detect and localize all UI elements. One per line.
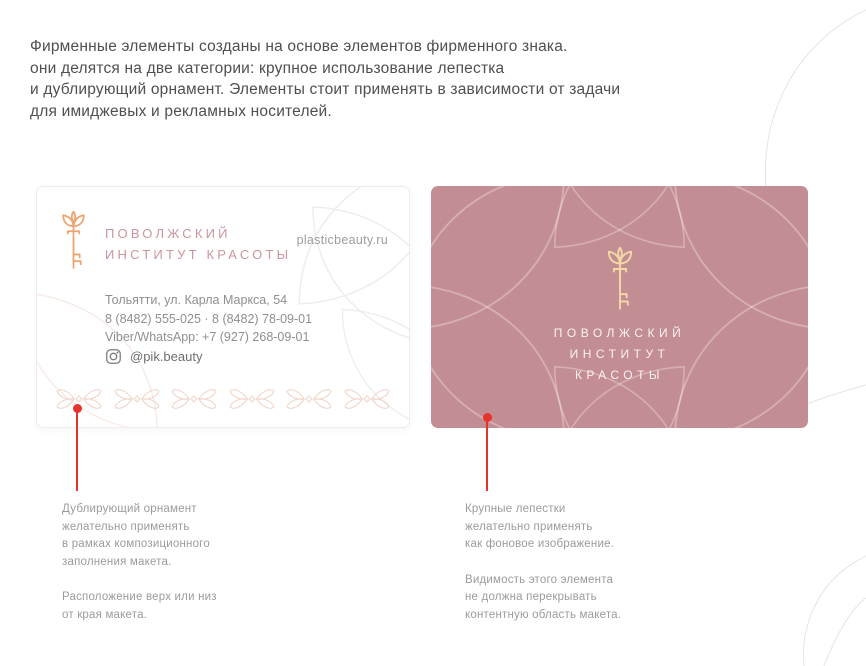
messenger-line: Viber/WhatsApp: +7 (927) 268-09-01 (105, 330, 310, 344)
key-flower-logo-icon (602, 245, 638, 312)
brand-name-line: ИНСТИТУТ (569, 347, 670, 361)
petal-ornament-icon (169, 385, 219, 413)
business-card-front (36, 186, 410, 428)
annotation-ornament (62, 501, 217, 624)
phones-line: 8 (8482) 555-025 · 8 (8482) 78-09-01 (105, 311, 313, 326)
annotation-line: в рамках композиционного (62, 538, 210, 550)
annotation-line: от края макета. (62, 608, 148, 621)
brand-name-line: ИНСТИТУТ КРАСОТЫ (105, 247, 292, 262)
intro-text (30, 36, 620, 122)
annotation-paragraph (62, 589, 217, 624)
brand-name-centered (554, 323, 686, 386)
annotation-paragraph (62, 501, 217, 571)
annotation-paragraph (465, 572, 621, 625)
annotation-line: контентную область макета. (465, 608, 622, 621)
pink-card-content (431, 186, 808, 428)
petal-ornament-icon (227, 385, 277, 413)
petal-ornament-icon (342, 385, 392, 413)
address-line: Тольятти, ул. Карла Маркса, 54 (105, 293, 288, 307)
brand-name-line: КРАСОТЫ (574, 368, 665, 382)
instagram-handle: @pik.beauty (130, 349, 203, 364)
annotation-line: желательно применять (465, 520, 593, 533)
business-card-back (431, 186, 808, 428)
annotation-line: как фоновое изображение. (465, 538, 615, 550)
pointer-line (486, 419, 488, 491)
petal-ornament-icon (284, 385, 334, 413)
intro-line: Фирменные элементы созданы на основе элементов фирменного знака. (30, 38, 568, 55)
brand-name-line: ПОВОЛЖСКИЙ (553, 326, 686, 340)
annotation-line: Расположение верх или низ (62, 591, 217, 603)
annotation-line: заполнения макета. (62, 555, 172, 568)
petal-ornament-icon (112, 385, 162, 413)
website-url: plasticbeauty.ru (296, 233, 388, 247)
annotation-line: не должна перекрывать (465, 591, 597, 603)
intro-line: они делятся на две категории: крупное использование лепестка (30, 59, 505, 77)
annotation-line: желательно применять (62, 520, 190, 533)
brand-name (105, 223, 291, 265)
annotation-paragraph (465, 501, 621, 554)
contact-details (105, 291, 312, 347)
annotation-petals (465, 501, 621, 624)
instagram-icon (105, 348, 122, 365)
brand-name-line: ПОВОЛЖСКИЙ (105, 226, 231, 241)
intro-line: для имиджевых и рекламных носителей. (30, 102, 332, 120)
pointer-line (76, 410, 78, 491)
annotation-line: Видимость этого элемента (465, 573, 614, 586)
annotation-line: Крупные лепестки (465, 503, 566, 515)
intro-line: и дублирующий орнамент. Элементы стоит применять в зависимости от задачи (30, 81, 621, 98)
annotation-line: Дублирующий орнамент (62, 503, 197, 515)
key-flower-logo-icon (57, 209, 90, 271)
instagram-row (105, 348, 202, 365)
duplicating-ornament-row (54, 385, 392, 413)
